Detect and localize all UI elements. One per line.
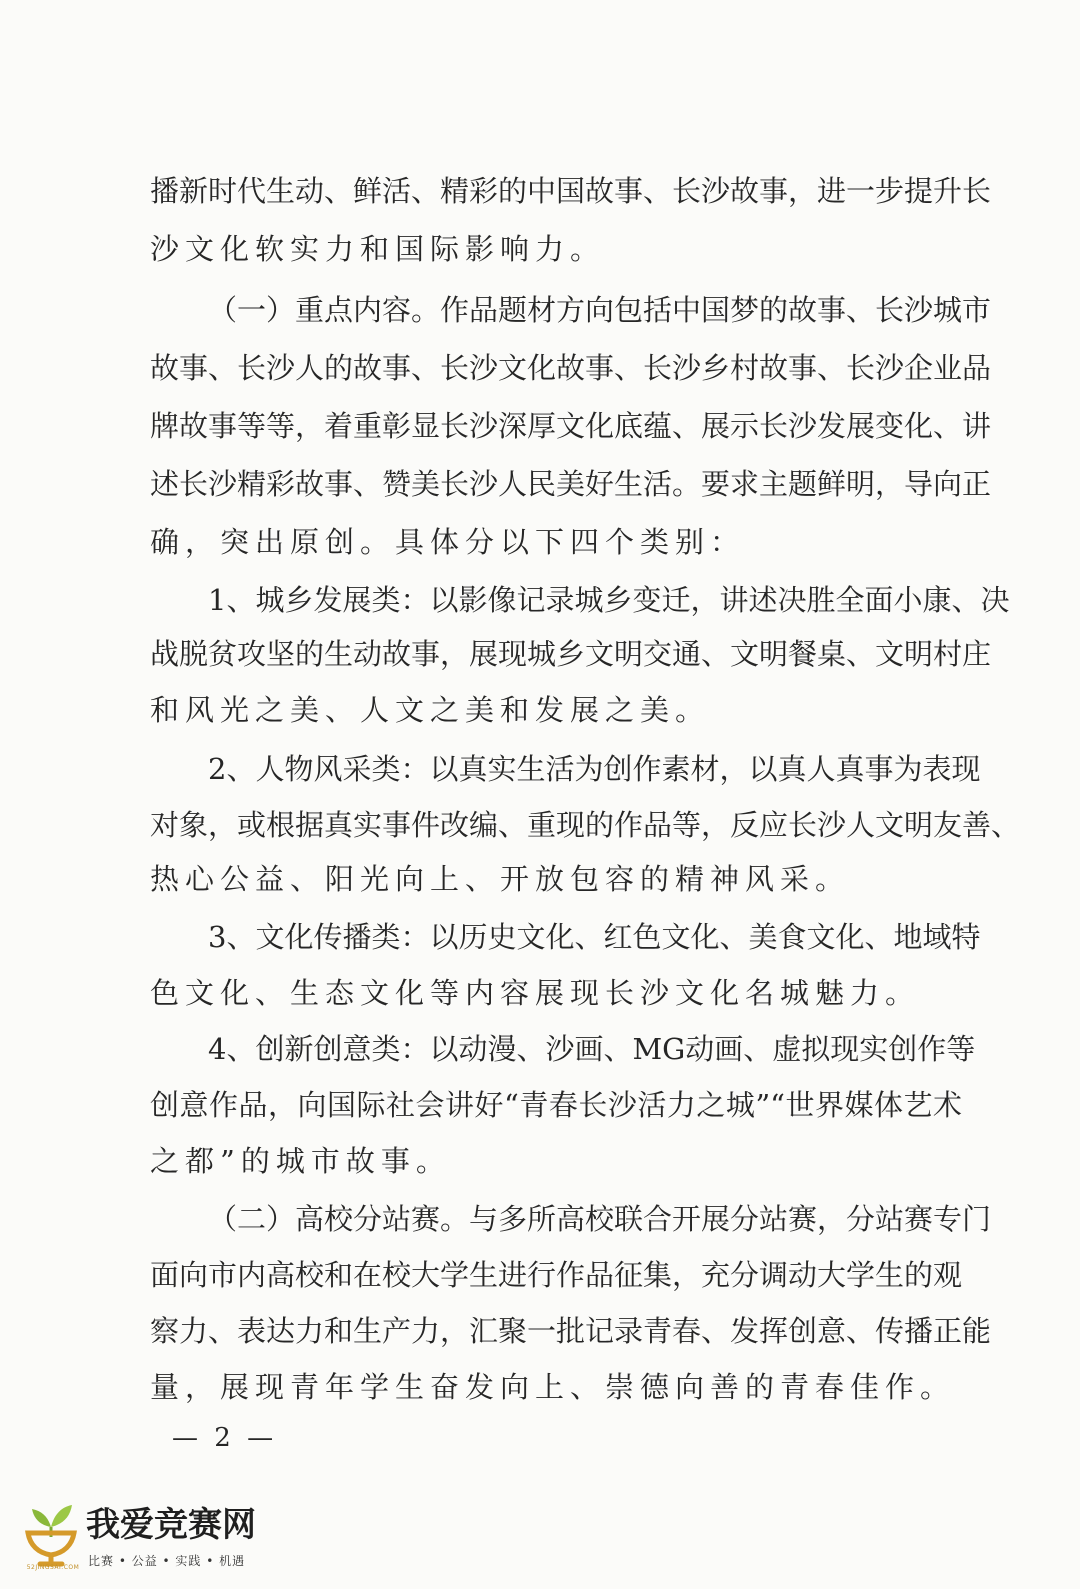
body-line: 播新时代生动、鲜活、精彩的中国故事、长沙故事，进一步提升长 xyxy=(150,174,992,208)
body-line: 之都”的城市故事。 xyxy=(150,1144,451,1178)
body-line: 对象，或根据真实事件改编、重现的作品等，反应长沙人文明友善、 xyxy=(150,808,1021,842)
body-line: 面向市内高校和在校大学生进行作品征集，充分调动大学生的观 xyxy=(150,1258,963,1292)
section-1-line: （一）重点内容。作品题材方向包括中国梦的故事、长沙城市 xyxy=(208,293,992,327)
page-number: — 2 — xyxy=(172,1423,278,1453)
category-3-line: 3、文化传播类：以历史文化、红色文化、美食文化、地域特 xyxy=(208,920,981,954)
section-2-line: （二）高校分站赛。与多所高校联合开展分站赛，分站赛专门 xyxy=(208,1202,992,1236)
watermark-domain: 52JINGSAI.COM xyxy=(26,1564,80,1571)
body-line: 沙文化软实力和国际影响力。 xyxy=(150,232,606,266)
body-line: 色文化、生态文化等内容展现长沙文化名城魅力。 xyxy=(150,976,921,1010)
body-line: 和风光之美、人文之美和发展之美。 xyxy=(150,693,711,727)
body-line: 确，突出原创。具体分以下四个类别： xyxy=(150,525,746,559)
watermark xyxy=(18,1497,268,1583)
body-line: 创意作品，向国际社会讲好“青春长沙活力之城”“世界媒体艺术 xyxy=(150,1088,962,1122)
watermark-tagline: 比赛 • 公益 • 实践 • 机遇 xyxy=(88,1554,246,1568)
watermark-title: 我爱竞赛网 xyxy=(86,1505,256,1545)
category-2-line: 2、人物风采类：以真实生活为创作素材，以真人真事为表现 xyxy=(208,752,981,786)
body-line: 察力、表达力和生产力，汇聚一批记录青春、发挥创意、传播正能 xyxy=(150,1314,992,1348)
body-line: 战脱贫攻坚的生动故事，展现城乡文明交通、文明餐桌、文明村庄 xyxy=(150,637,992,671)
body-line: 牌故事等等，着重彰显长沙深厚文化底蕴、展示长沙发展变化、讲 xyxy=(150,409,992,443)
body-line: 热心公益、阳光向上、开放包容的精神风采。 xyxy=(150,862,851,896)
category-1-line: 1、城乡发展类：以影像记录城乡变迁，讲述决胜全面小康、决 xyxy=(208,583,1010,617)
body-line: 量，展现青年学生奋发向上、崇德向善的青春佳作。 xyxy=(150,1370,956,1404)
body-line: 述长沙精彩故事、赞美长沙人民美好生活。要求主题鲜明，导向正 xyxy=(150,467,992,501)
body-line: 故事、长沙人的故事、长沙文化故事、长沙乡村故事、长沙企业品 xyxy=(150,351,992,385)
category-4-line: 4、创新创意类：以动漫、沙画、MG动画、虚拟现实创作等 xyxy=(208,1032,976,1066)
